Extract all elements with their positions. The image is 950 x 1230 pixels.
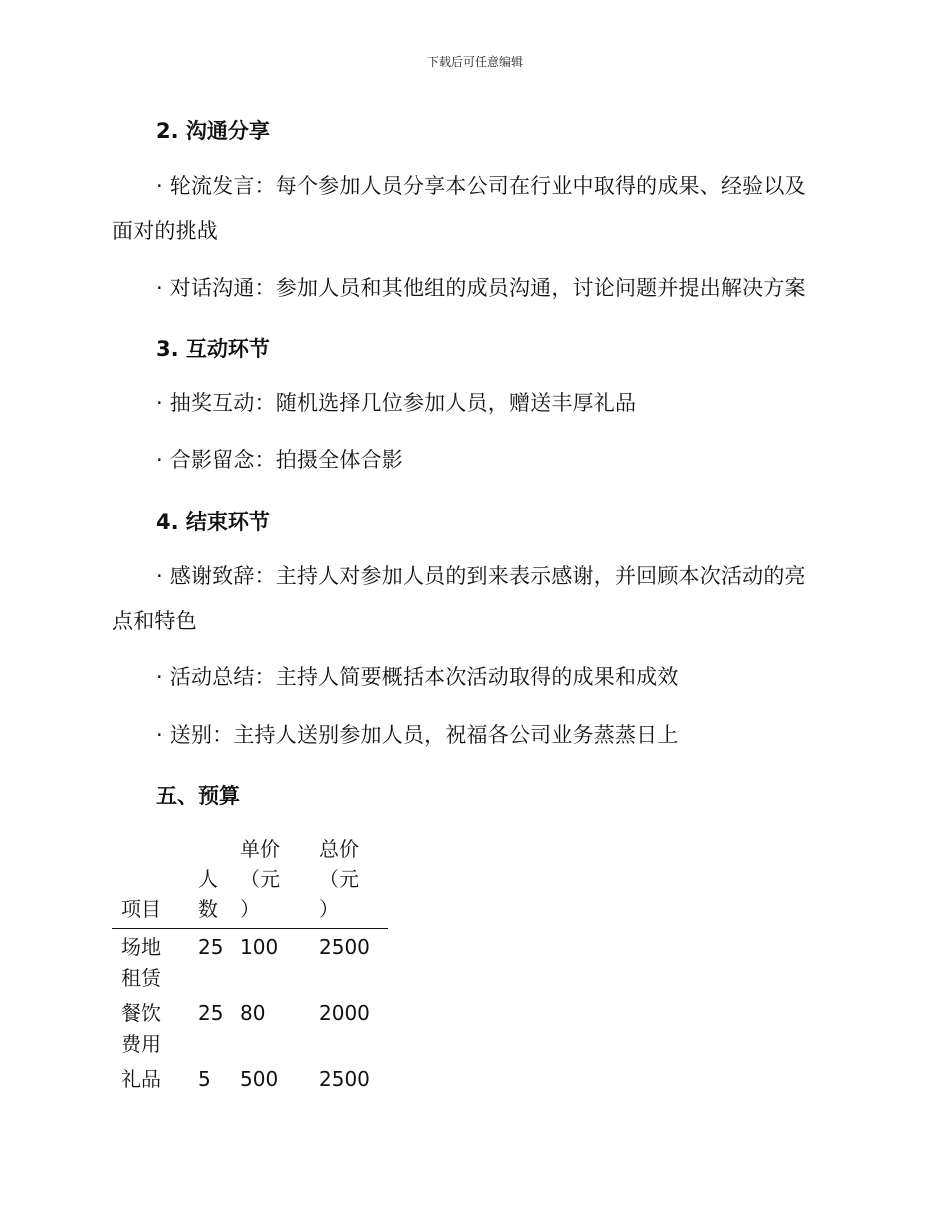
table-cell-total: 2000 xyxy=(319,1001,370,1025)
table-cell-unit-price: 500 xyxy=(240,1067,279,1091)
page-header: 下载后可任意编辑 xyxy=(426,55,523,69)
column-header-unit-price: 单价 （元 ） xyxy=(240,837,280,921)
section-heading-closing: 4. 结束环节 xyxy=(156,510,270,534)
section-heading-communication: 2. 沟通分享 xyxy=(156,119,270,143)
list-item-dialogue: · 对话沟通：参加人员和其他组的成员沟通，讨论问题并提出解决方案 xyxy=(156,276,806,300)
budget-table xyxy=(112,837,388,1127)
table-row xyxy=(112,929,388,995)
table-cell-unit-price: 80 xyxy=(240,1001,266,1025)
list-item-thanks-speech: · 感谢致辞：主持人对参加人员的到来表示感谢，并回顾本次活动的亮点和特色 xyxy=(112,564,806,633)
list-item-summary: · 活动总结：主持人简要概括本次活动取得的成果和成效 xyxy=(156,665,679,689)
table-row xyxy=(112,995,388,1061)
table-header-row xyxy=(112,837,388,929)
list-item-lottery: · 抽奖互动：随机选择几位参加人员，赠送丰厚礼品 xyxy=(156,391,637,415)
list-item-speaking-turns: · 轮流发言：每个参加人员分享本公司在行业中取得的成果、经验以及面对的挑战 xyxy=(112,174,806,243)
section-heading-interaction: 3. 互动环节 xyxy=(156,337,270,361)
table-row xyxy=(112,1061,388,1127)
table-cell-total: 2500 xyxy=(319,1067,370,1091)
table-cell-item: 餐饮 费用 xyxy=(121,1001,161,1056)
table-cell-count: 25 xyxy=(198,935,224,959)
column-header-total-price: 总价 （元 ） xyxy=(319,837,359,921)
section-heading-budget: 五、预算 xyxy=(156,784,240,808)
table-cell-count: 25 xyxy=(198,1001,224,1025)
table-cell-count: 5 xyxy=(198,1067,211,1091)
table-cell-item: 礼品 xyxy=(121,1067,161,1091)
table-cell-item: 场地 租赁 xyxy=(121,935,161,990)
list-item-group-photo: · 合影留念：拍摄全体合影 xyxy=(156,448,403,472)
table-cell-unit-price: 100 xyxy=(240,935,279,959)
list-item-farewell: · 送别：主持人送别参加人员，祝福各公司业务蒸蒸日上 xyxy=(156,723,679,747)
column-header-count: 人 数 xyxy=(198,867,218,921)
table-cell-total: 2500 xyxy=(319,935,370,959)
column-header-item: 项目 xyxy=(121,897,161,921)
